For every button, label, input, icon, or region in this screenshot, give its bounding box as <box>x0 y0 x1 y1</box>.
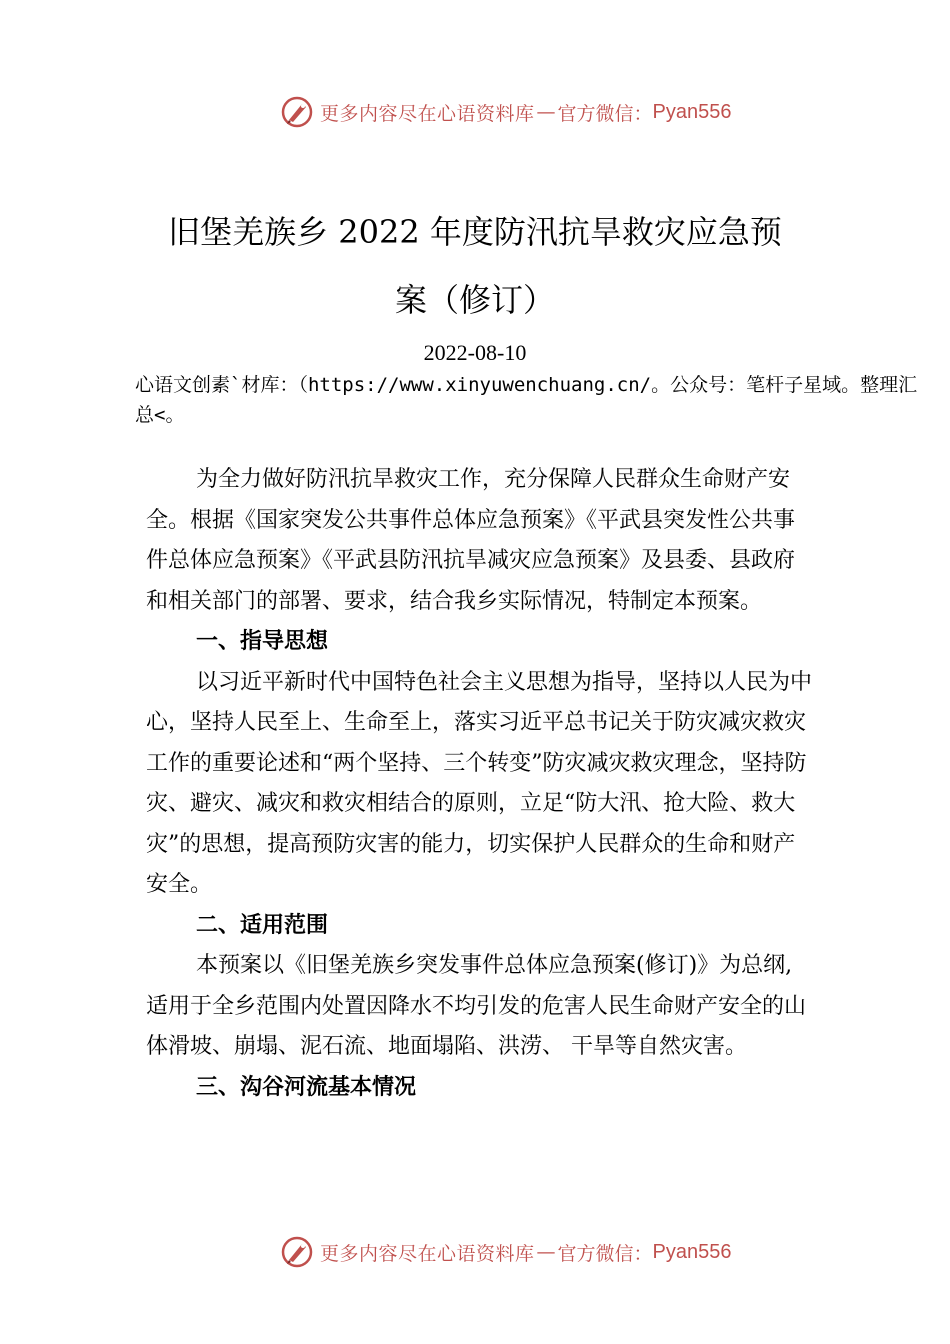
intro-paragraph: 为全力做好防汛抗旱救灾工作，充分保障人民群众生命财产安全。根据《国家突发公共事件总体应急预案》《平武县突发性公共事件总体应急预案》《平武县防汛抗旱减灾应急预案》及县委、县政府和相关部门的部署、要求，结合我乡实际情况，特制定本预案。 <box>146 467 796 614</box>
footer-banner <box>280 1232 732 1272</box>
document-title-line1: 旧堡羌族乡 2022 年度防汛抗旱救灾应急预 <box>168 213 782 251</box>
document-title-line2: 案（修订） <box>394 281 555 319</box>
section-heading: 一、指导思想 <box>196 629 329 654</box>
document-date: 2022-08-10 <box>423 340 527 365</box>
section-paragraph: 以习近平新时代中国特色社会主义思想为指导，坚持以人民为中心，坚持人民至上、生命至上，落实习近平总书记关于防灾减灾救灾工作的重要论述和“两个坚持、三个转变”防灾减灾救灾理念，坚持防灾、避灾、减灾和救灾相结合的原则，立足“防大汛、抢大险、救大灾”的思想，提高预防灾害的能力，切实保护人民群众的生命和财产安全。 <box>146 669 813 897</box>
banner-wechat-id: Pyan556 <box>652 100 732 123</box>
source-note: 心语文创素`材库：（https://www.xinyuwenchuang.cn/。公众号：笔杆子星域。整理汇总<。 <box>135 374 918 426</box>
header-banner <box>280 92 732 132</box>
section-paragraph: 本预案以《旧堡羌族乡突发事件总体应急预案(修订)》为总纲,适用于全乡范围内处置因降水不均引发的危害人民生命财产安全的山体滑坡、崩塌、泥石流、地面塌陷、洪涝、 干旱等自然灾害。 <box>146 953 807 1059</box>
banner-wechat-label: 官方微信： <box>557 1242 653 1265</box>
section-heading: 二、适用范围 <box>196 912 329 938</box>
document-body <box>146 460 812 1108</box>
banner-dash: — <box>536 101 556 123</box>
banner-wechat-id: Pyan556 <box>652 1240 732 1263</box>
pen-logo-icon <box>280 95 314 129</box>
pen-logo-icon <box>280 1235 314 1269</box>
banner-wechat-label: 官方微信： <box>557 102 653 125</box>
banner-text: 更多内容尽在心语资料库 <box>320 1242 535 1265</box>
banner-text: 更多内容尽在心语资料库 <box>320 102 535 125</box>
banner-dash: — <box>536 1241 556 1263</box>
section-heading: 三、沟谷河流基本情况 <box>196 1074 417 1100</box>
